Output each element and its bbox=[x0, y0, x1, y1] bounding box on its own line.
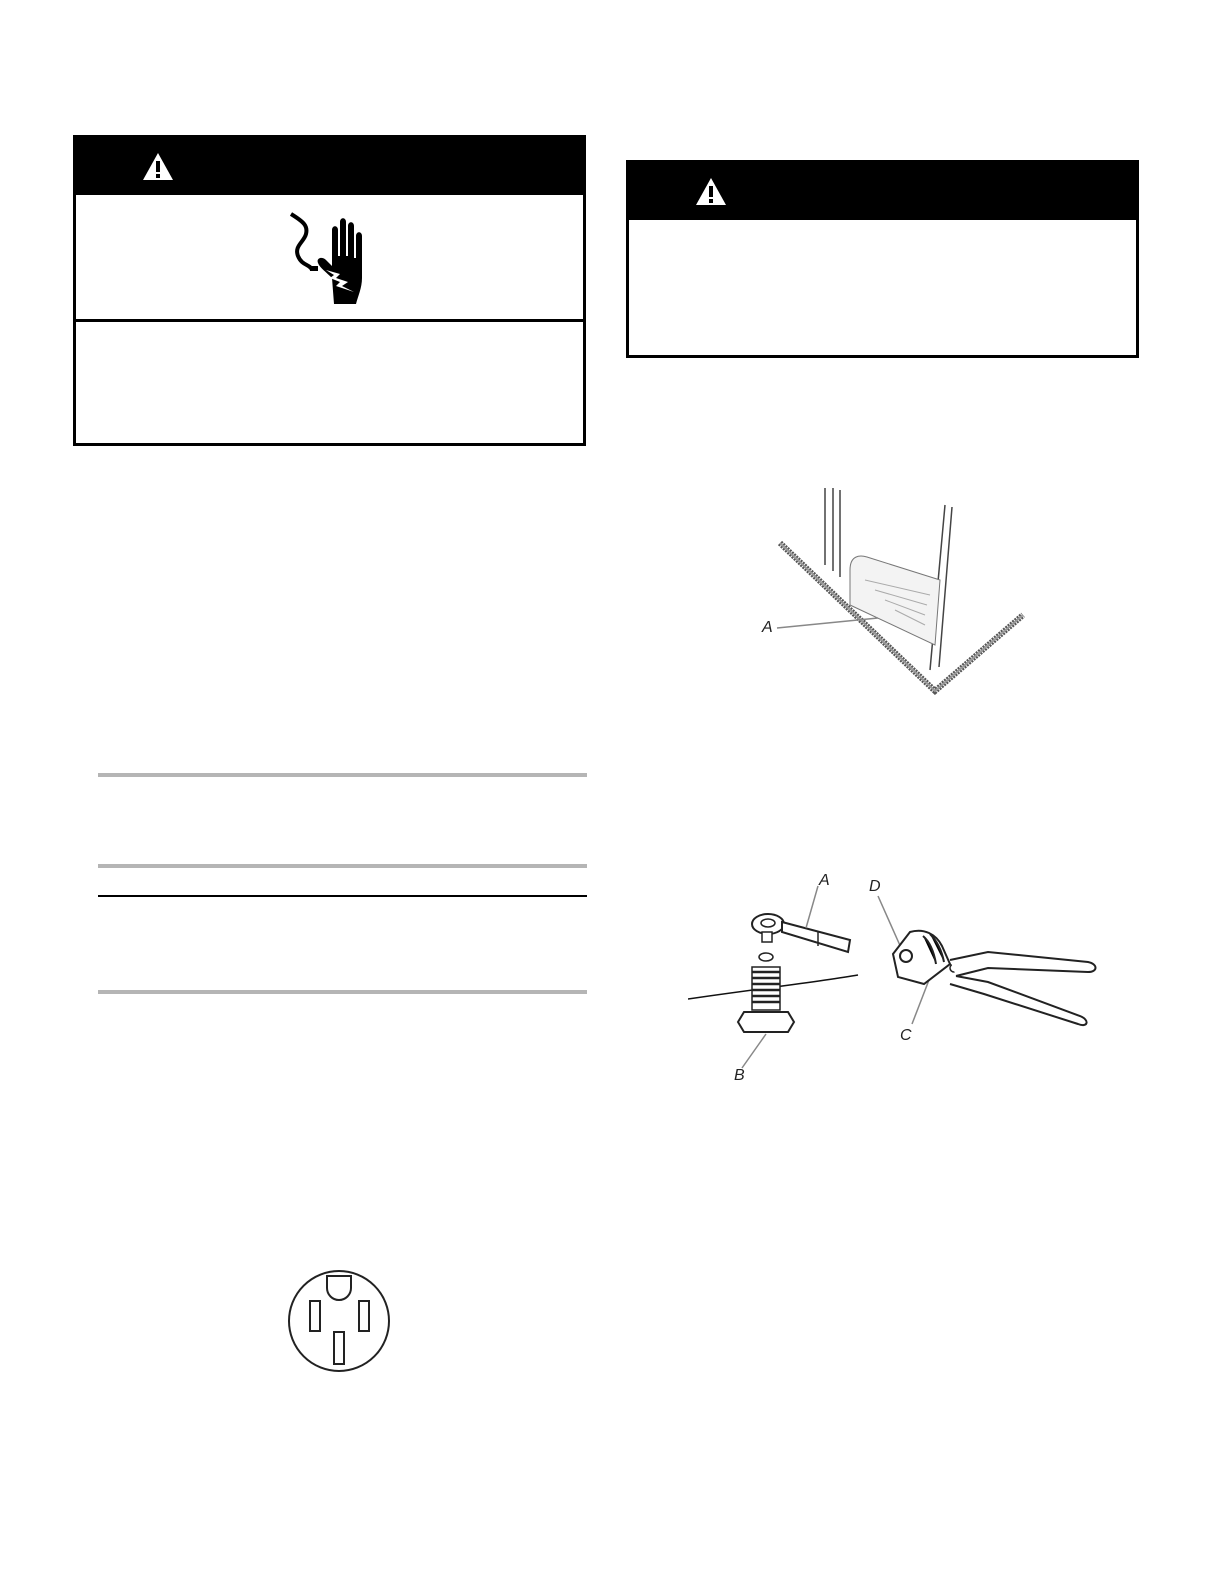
figure-label-a: A bbox=[762, 619, 773, 636]
figure-label-c: C bbox=[900, 1027, 912, 1044]
section-rule-black bbox=[98, 895, 587, 897]
right-warning-header bbox=[629, 163, 1136, 220]
left-warning-box bbox=[73, 135, 586, 446]
left-warning-divider bbox=[76, 319, 583, 322]
warning-triangle-icon bbox=[695, 177, 727, 206]
carton-base-illustration bbox=[755, 485, 1035, 700]
leveling-leg-figure bbox=[688, 872, 1100, 1092]
section-rule-gray bbox=[98, 990, 587, 994]
section-rule-gray bbox=[98, 864, 587, 868]
figure-label-b: B bbox=[734, 1067, 745, 1084]
figure-label-d: D bbox=[869, 878, 881, 895]
left-warning-header bbox=[76, 138, 583, 195]
right-warning-box bbox=[626, 160, 1139, 358]
4-wire-outlet-icon bbox=[286, 1268, 392, 1374]
figure-label-a: A bbox=[819, 872, 830, 889]
outlet-figure bbox=[286, 1268, 392, 1374]
leveling-leg-wrench-pliers-illustration bbox=[688, 872, 1100, 1092]
warning-triangle-icon bbox=[142, 152, 174, 181]
carton-base-figure bbox=[755, 485, 1035, 700]
electrical-shock-hand-icon bbox=[286, 208, 376, 308]
section-rule-gray bbox=[98, 773, 587, 777]
